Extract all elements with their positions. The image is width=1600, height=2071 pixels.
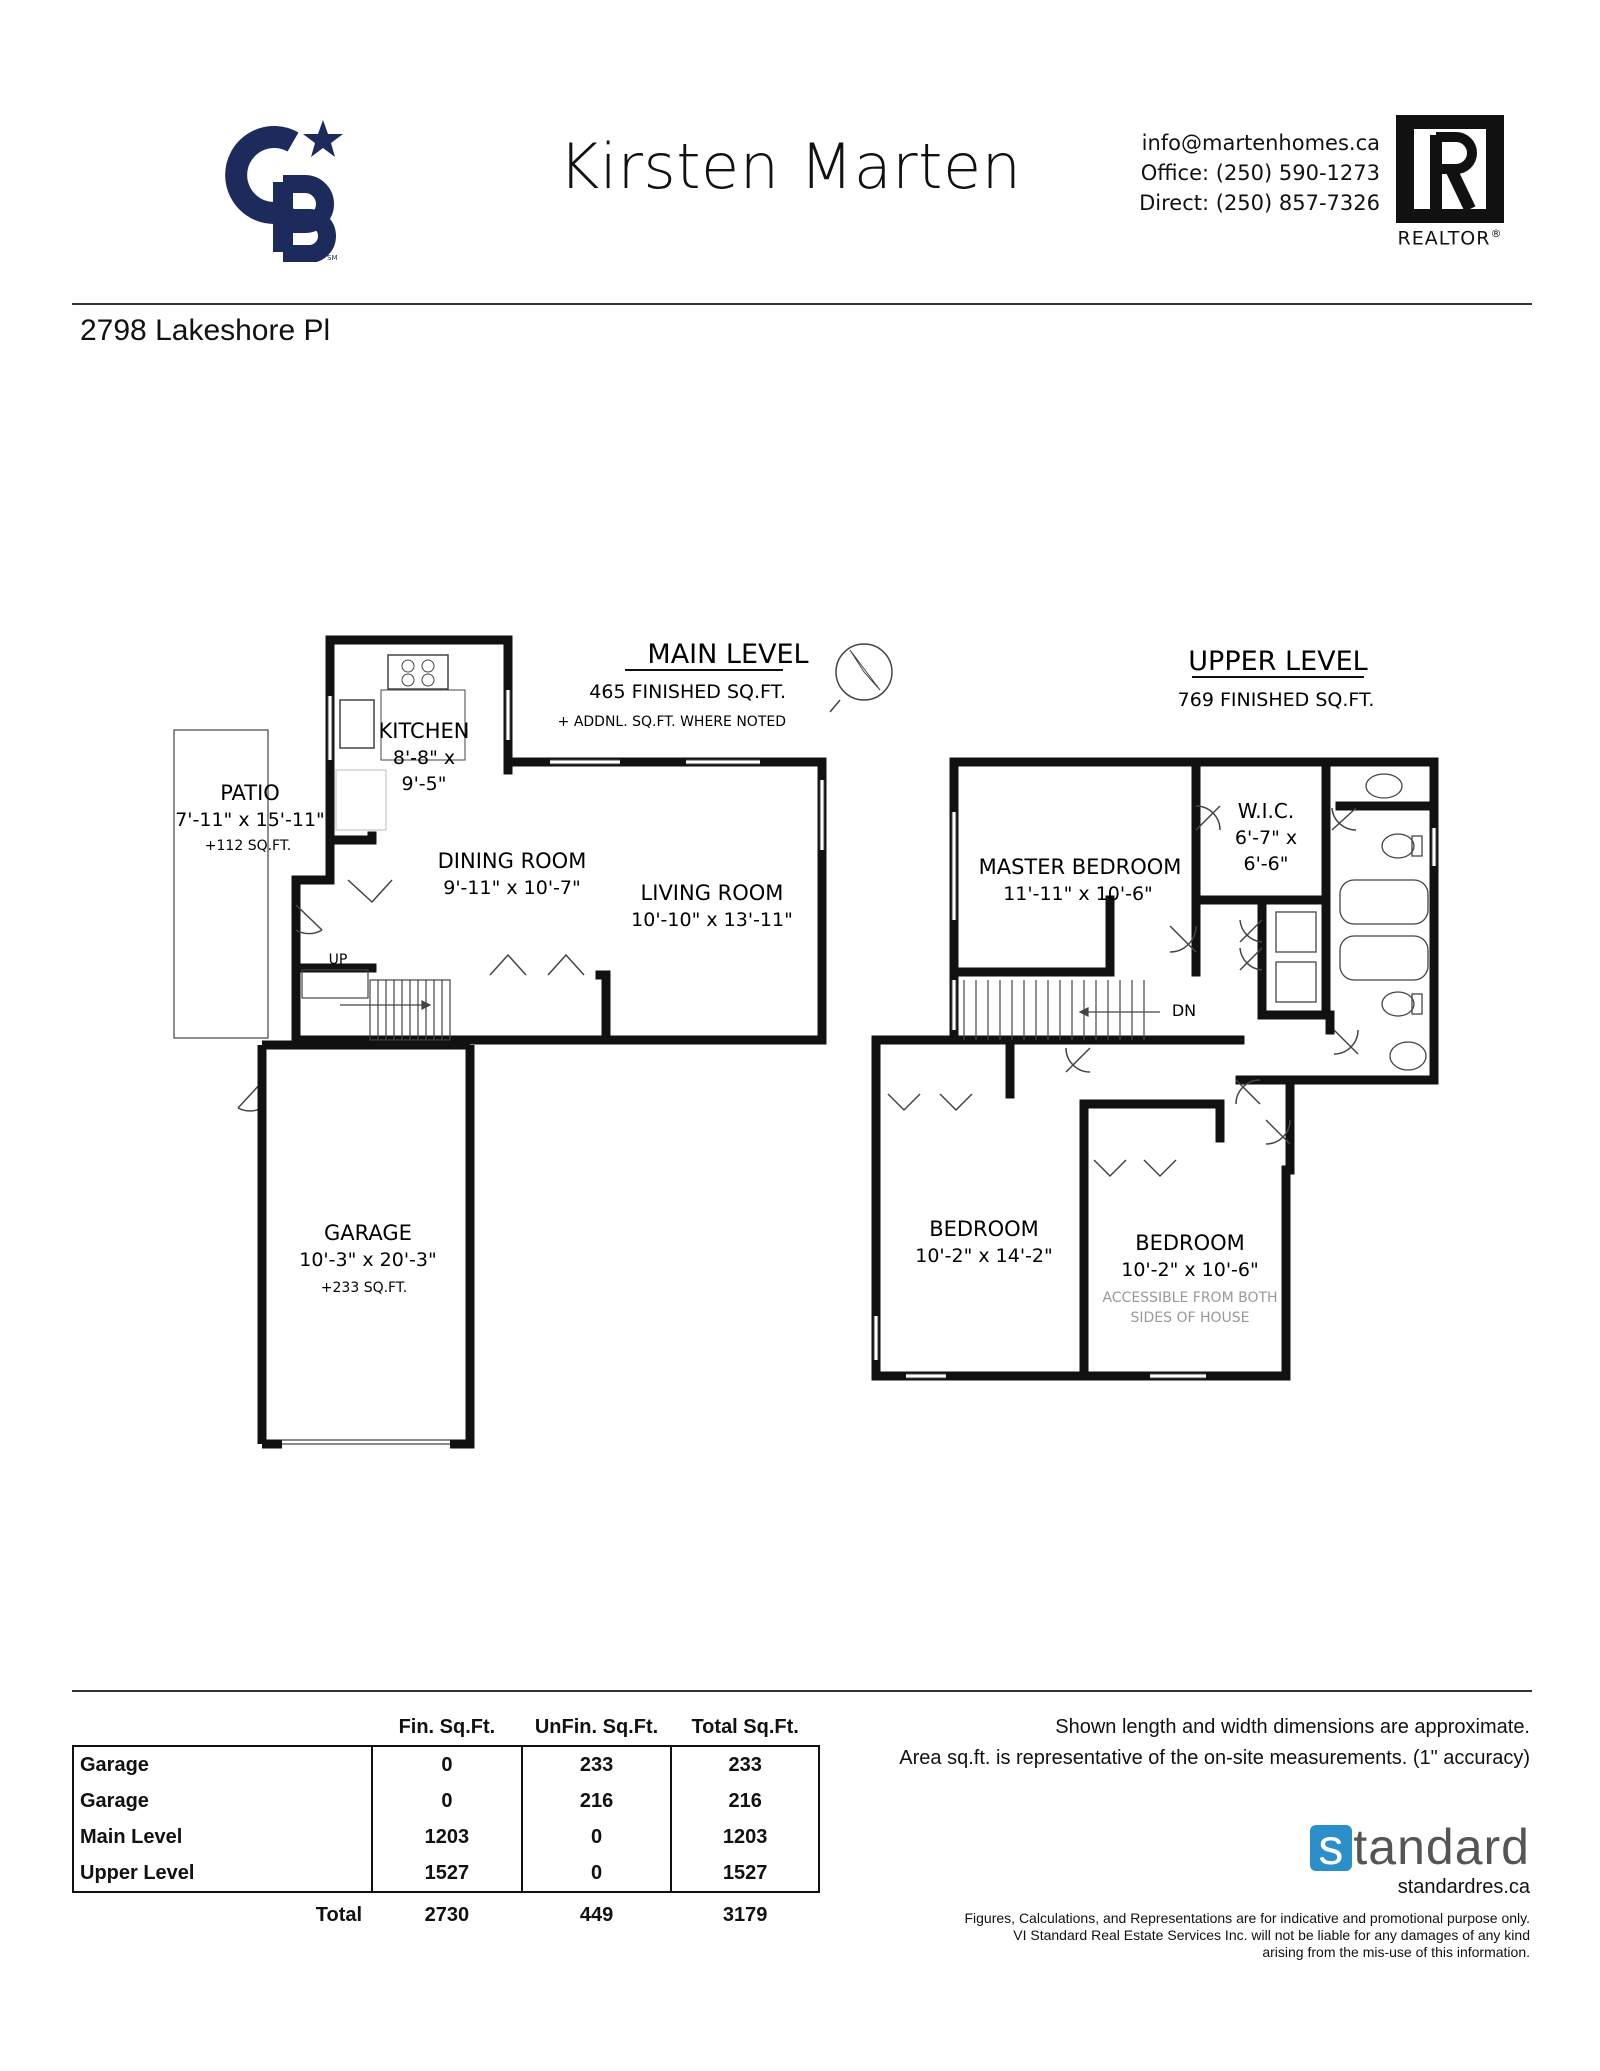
floor-plan bbox=[0, 600, 1600, 1500]
patio-name: PATIO bbox=[220, 781, 280, 805]
note-line1: Shown length and width dimensions are approximate. bbox=[1055, 1716, 1530, 1738]
row-fin: 0 bbox=[372, 1783, 522, 1819]
table-header-row bbox=[73, 1712, 819, 1746]
area-summary-table bbox=[72, 1712, 832, 1937]
table-header-unfin: UnFin. Sq.Ft. bbox=[534, 1716, 659, 1738]
table-header-total: Total Sq.Ft. bbox=[691, 1716, 799, 1738]
row-label: Garage bbox=[73, 1783, 372, 1819]
row-unfin: 216 bbox=[522, 1783, 672, 1819]
living-room-dim: 10'-10" x 13'-11" bbox=[631, 909, 793, 931]
main-level-finished: 465 FINISHED SQ.FT. bbox=[589, 681, 786, 703]
wic-name: W.I.C. bbox=[1237, 799, 1295, 823]
row-label: Garage bbox=[73, 1746, 372, 1783]
realtor-label: REALTOR bbox=[1397, 227, 1491, 250]
upper-level-plan bbox=[874, 646, 1436, 1378]
table-header-blank bbox=[73, 1712, 372, 1746]
table-row bbox=[73, 1783, 819, 1819]
disclaimer-line2: VI Standard Real Estate Services Inc. will not be liable for any damages of any kind bbox=[1013, 1927, 1530, 1943]
coldwell-banker-logo bbox=[215, 112, 355, 262]
row-label: Upper Level bbox=[73, 1855, 372, 1892]
bedroom2-name: BEDROOM bbox=[1135, 1231, 1245, 1255]
property-address: 2798 Lakeshore Pl bbox=[80, 314, 331, 347]
patio-outline bbox=[174, 730, 268, 1038]
stairs-down-label: DN bbox=[1171, 1001, 1197, 1020]
stairs-up-label: UP bbox=[328, 952, 348, 968]
standard-logo bbox=[1240, 1818, 1530, 1876]
table-total-row bbox=[73, 1892, 819, 1937]
disclaimer bbox=[820, 1910, 1530, 1961]
kitchen-dim2: 9'-5" bbox=[401, 773, 447, 795]
dining-room-name: DINING ROOM bbox=[437, 849, 587, 873]
table-row bbox=[73, 1819, 819, 1855]
stove-icon bbox=[388, 655, 448, 689]
kitchen-dim1: 8'-8" x bbox=[392, 747, 456, 769]
row-label: Main Level bbox=[73, 1819, 372, 1855]
patio-area: +112 SQ.FT. bbox=[204, 838, 292, 854]
patio-dim: 7'-11" x 15'-11" bbox=[175, 809, 325, 831]
main-level-plan bbox=[174, 639, 892, 1444]
garage-dim: 10'-3" x 20'-3" bbox=[299, 1249, 437, 1271]
table-row bbox=[73, 1746, 819, 1783]
total-fin: 2730 bbox=[424, 1903, 470, 1926]
row-fin: 0 bbox=[372, 1746, 522, 1783]
bedroom1-name: BEDROOM bbox=[929, 1217, 1039, 1241]
svg-text:SM: SM bbox=[327, 254, 338, 262]
row-total: 1203 bbox=[671, 1819, 819, 1855]
dining-room-dim: 9'-11" x 10'-7" bbox=[443, 877, 581, 899]
kitchen-name: KITCHEN bbox=[378, 719, 470, 743]
upper-level-title: UPPER LEVEL bbox=[1188, 646, 1368, 677]
main-level-title: MAIN LEVEL bbox=[647, 639, 809, 670]
agent-contact bbox=[1080, 128, 1380, 218]
table-row bbox=[73, 1855, 819, 1892]
row-fin: 1527 bbox=[372, 1855, 522, 1892]
footer-divider bbox=[72, 1690, 1532, 1692]
disclaimer-line1: Figures, Calculations, and Representations are for indicative and promotional purpose only. bbox=[964, 1910, 1530, 1926]
note-line2: Area sq.ft. is representative of the on-site measurements. (1" accuracy) bbox=[899, 1747, 1530, 1769]
agent-name: Kirsten Marten bbox=[558, 130, 1022, 203]
measurement-notes bbox=[840, 1712, 1530, 1774]
disclaimer-line3: arising from the mis-use of this information. bbox=[1262, 1944, 1530, 1960]
bathroom-fixtures bbox=[1276, 774, 1428, 1070]
bedroom1-dim: 10'-2" x 14'-2" bbox=[915, 1245, 1053, 1267]
contact-email[interactable]: info@martenhomes.ca bbox=[1141, 131, 1380, 155]
standard-url[interactable]: standardres.ca bbox=[1397, 1876, 1530, 1898]
bedroom2-dim: 10'-2" x 10'-6" bbox=[1121, 1259, 1259, 1281]
row-unfin: 0 bbox=[522, 1819, 672, 1855]
master-bedroom-name: MASTER BEDROOM bbox=[978, 855, 1182, 879]
upper-level-finished: 769 FINISHED SQ.FT. bbox=[1177, 689, 1375, 711]
contact-office: Office: (250) 590-1273 bbox=[1140, 161, 1380, 185]
contact-direct: Direct: (250) 857-7326 bbox=[1139, 191, 1380, 215]
garage-area: +233 SQ.FT. bbox=[320, 1280, 408, 1296]
row-total: 233 bbox=[671, 1746, 819, 1783]
total-unfin: 449 bbox=[579, 1903, 614, 1926]
sink-icon bbox=[340, 700, 374, 748]
bedroom2-note2: SIDES OF HOUSE bbox=[1130, 1310, 1250, 1326]
table-header-fin: Fin. Sq.Ft. bbox=[398, 1716, 496, 1738]
realtor-registered-mark: ® bbox=[1490, 227, 1503, 240]
wic-dim1: 6'-7" x bbox=[1234, 827, 1298, 849]
realtor-r-icon bbox=[1396, 115, 1504, 223]
main-level-note: + ADDNL. SQ.FT. WHERE NOTED bbox=[557, 714, 786, 730]
living-room-name: LIVING ROOM bbox=[640, 881, 784, 905]
total-total: 3179 bbox=[722, 1903, 768, 1926]
standard-logo-text: tandard bbox=[1353, 1819, 1530, 1875]
garage-name: GARAGE bbox=[324, 1221, 412, 1245]
wic-dim2: 6'-6" bbox=[1243, 853, 1289, 875]
bedroom2-note1: ACCESSIBLE FROM BOTH bbox=[1102, 1290, 1278, 1306]
master-bedroom-dim: 11'-11" x 10'-6" bbox=[1003, 883, 1153, 905]
row-total: 216 bbox=[671, 1783, 819, 1819]
total-label: Total bbox=[315, 1903, 363, 1926]
header-divider bbox=[72, 303, 1532, 305]
standard-s-icon: s bbox=[1310, 1825, 1352, 1871]
row-total: 1527 bbox=[671, 1855, 819, 1892]
row-unfin: 233 bbox=[522, 1746, 672, 1783]
row-unfin: 0 bbox=[522, 1855, 672, 1892]
realtor-logo bbox=[1390, 115, 1515, 249]
row-fin: 1203 bbox=[372, 1819, 522, 1855]
